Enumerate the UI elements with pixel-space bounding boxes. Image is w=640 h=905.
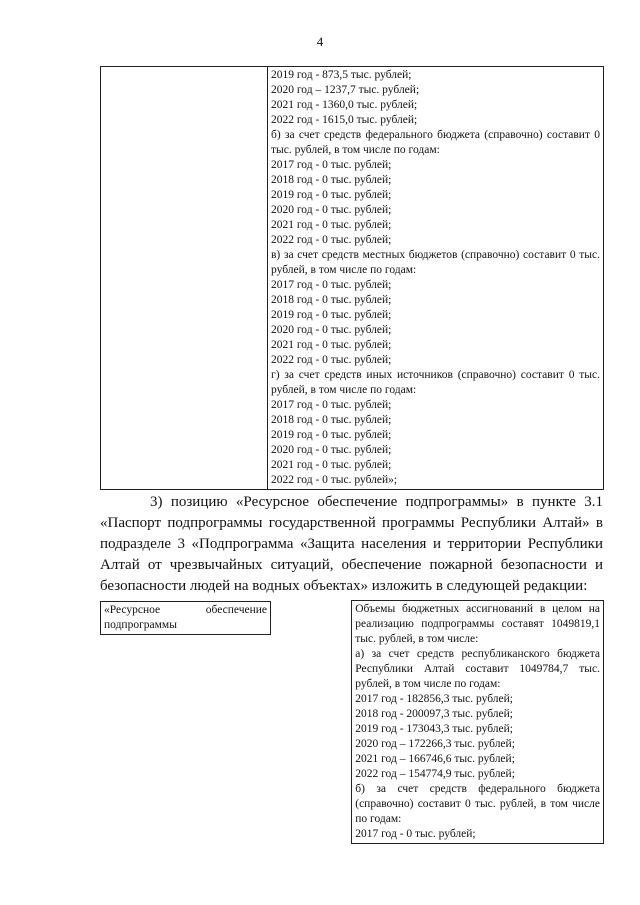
funding-line: 2020 год – 172266,3 тыс. рублей; xyxy=(355,738,515,750)
resource-provision-table xyxy=(100,600,604,844)
funding-line: 2020 год - 0 тыс. рублей; xyxy=(271,444,392,456)
funding-line: 2021 год – 166746,6 тыс. рублей; xyxy=(355,753,515,765)
funding-line: 2021 год - 0 тыс. рублей; xyxy=(271,459,392,471)
funding-source-line: г) за счет средств иных источников (справочно) составит 0 тыс. рублей, в том числе по годам: xyxy=(271,369,600,396)
funding-source-line: б) за счет средств федерального бюджета (справочно) составит 0 тыс. рублей, в том числе по годам: xyxy=(271,129,600,156)
funding-line: 2018 год - 0 тыс. рублей; xyxy=(271,294,392,306)
funding-line: 2018 год - 200097,3 тыс. рублей; xyxy=(355,708,513,720)
funding-line: 2022 год - 1615,0 тыс. рублей; xyxy=(271,114,418,126)
funding-line: 2020 год - 0 тыс. рублей; xyxy=(271,324,392,336)
funding-line: 2022 год - 0 тыс. рублей; xyxy=(271,234,392,246)
funding-line: 2017 год - 0 тыс. рублей; xyxy=(271,159,392,171)
funding-line: 2017 год - 0 тыс. рублей; xyxy=(355,828,476,840)
funding-line: 2022 год - 0 тыс. рублей»; xyxy=(271,474,398,486)
funding-source-line: в) за счет средств местных бюджетов (справочно) составит 0 тыс. рублей, в том числе по годам: xyxy=(271,249,600,276)
funding-source-line: Объемы бюджетных ассигнований в целом на реализацию подпрограммы составят 1049819,1 тыс. рублей, в том числе: xyxy=(355,603,600,645)
funding-line: 2017 год - 0 тыс. рублей; xyxy=(271,279,392,291)
funding-line: 2017 год - 0 тыс. рублей; xyxy=(271,399,392,411)
funding-line: 2018 год - 0 тыс. рублей; xyxy=(271,174,392,186)
funding-source-line: б) за счет средств федерального бюджета (справочно) составит 0 тыс. рублей, в том числе по годам: xyxy=(355,783,600,825)
funding-table-continued xyxy=(100,66,604,490)
funding-line: 2018 год - 0 тыс. рублей; xyxy=(271,414,392,426)
funding-line: 2021 год - 1360,0 тыс. рублей; xyxy=(271,99,418,111)
funding-line: 2020 год – 1237,7 тыс. рублей; xyxy=(271,84,420,96)
funding-line: 2021 год - 0 тыс. рублей; xyxy=(271,219,392,231)
funding-line: 2017 год - 182856,3 тыс. рублей; xyxy=(355,693,513,705)
funding-line: 2019 год - 0 тыс. рублей; xyxy=(271,189,392,201)
amendment-text: 3) позицию «Ресурсное обеспечение подпрограммы» в пункте 3.1 «Паспорт подпрограммы государственной программы Республики Алтай» в подразделе 3 «Подпрограмма «Защита населения и территории Республики Алтай от чрезвычайных ситуаций, обеспечение пожарной безопасности и безопасности людей на водных объектах» изложить в следующей редакции: xyxy=(100,494,603,594)
funding-line: 2022 год – 154774,9 тыс. рублей; xyxy=(355,768,515,780)
funding-line: 2022 год - 0 тыс. рублей; xyxy=(271,354,392,366)
table2-left-cell: «Ресурсное обеспечение подпрограммы xyxy=(100,601,271,635)
funding-line: 2019 год - 173043,3 тыс. рублей; xyxy=(355,723,513,735)
page-number: 4 xyxy=(316,34,324,49)
amendment-paragraph xyxy=(100,492,603,597)
funding-line: 2019 год - 0 тыс. рублей; xyxy=(271,309,392,321)
table2-right-cell xyxy=(352,601,604,844)
funding-line: 2019 год - 873,5 тыс. рублей; xyxy=(271,69,412,81)
funding-line: 2020 год - 0 тыс. рублей; xyxy=(271,204,392,216)
funding-line: 2019 год - 0 тыс. рублей; xyxy=(271,429,392,441)
funding-source-line: а) за счет средств республиканского бюджета Республики Алтай составит 1049784,7 тыс. рублей, в том числе по годам: xyxy=(355,648,600,690)
funding-line: 2021 год - 0 тыс. рублей; xyxy=(271,339,392,351)
table1-right-cell xyxy=(268,67,604,490)
table1-left-cell xyxy=(101,67,268,490)
